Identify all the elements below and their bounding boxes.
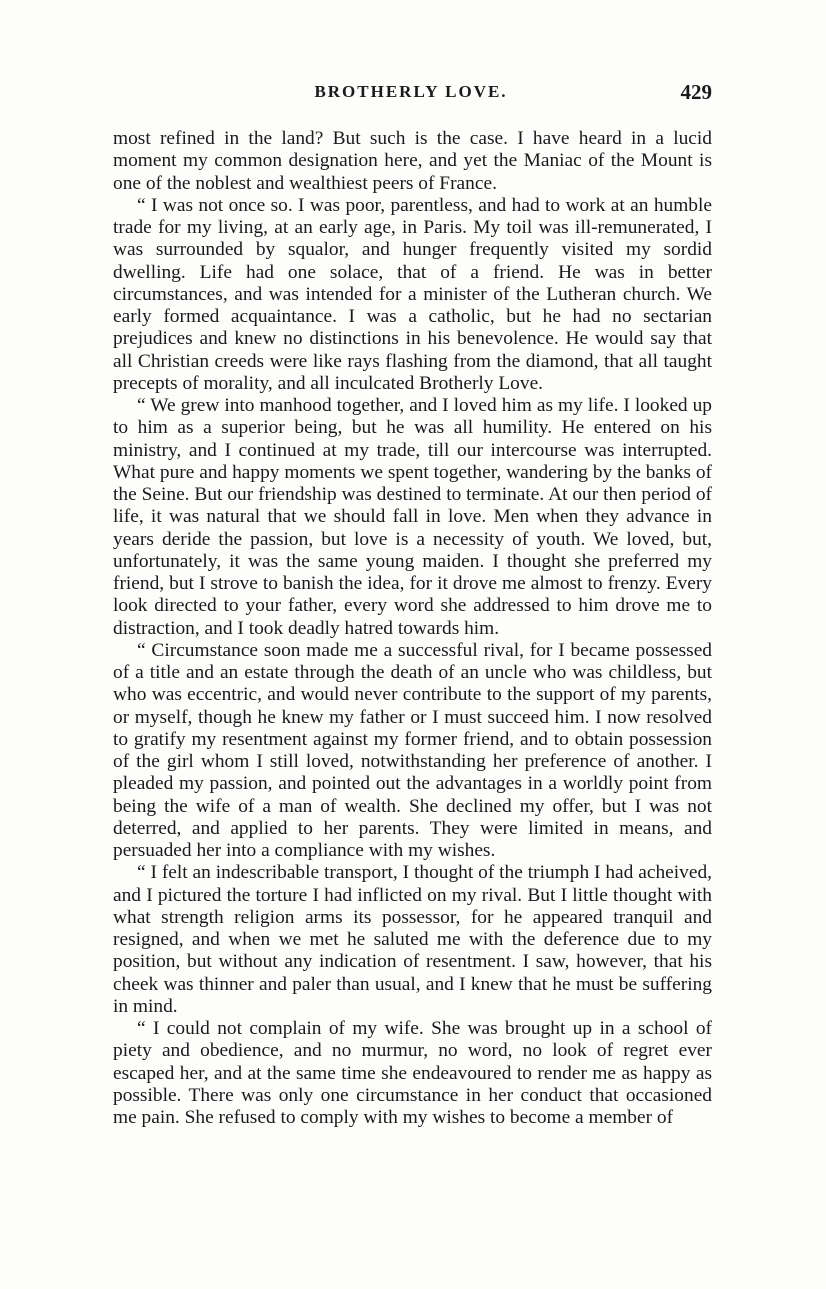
paragraph: “ I was not once so. I was poor, parentless, and had to work at an humble trade for my living, at an early age, in Paris. My toil was ill-remunerated, I was surrounded by squalor, and hunger frequently visited my sordid dwelling. Life had one solace, that of a friend. He was in better circumstances, and was intended for a minister of the Lutheran church. We early formed acquaintance. I was a catholic, but he had no sectarian prejudices and knew no distinctions in his benevolence. He would say that all Christian creeds were like rays flashing from the diamond, that all taught precepts of morality, and all inculcated Brotherly Love. xyxy=(113,194,712,394)
paragraph: “ We grew into manhood together, and I loved him as my life. I looked up to him as a superior being, but he was all humility. He entered on his ministry, and I continued at my trade, till our intercourse was interrupted. What pure and happy moments we spent together, wandering by the banks of the Seine. But our friendship was destined to terminate. At our then period of life, it was natural that we should fall in love. Men when they advance in years deride the passion, but love is a necessity of youth. We loved, but, unfortunately, it was the same young maiden. I thought she preferred my friend, but I strove to banish the idea, for it drove me almost to frenzy. Every look directed to your father, every word she addressed to him drove me to distraction, and I took deadly hatred towards him. xyxy=(113,395,712,639)
paragraph: “ I felt an indescribable transport, I thought of the triumph I had acheived, and I pictured the torture I had inflicted on my rival. But I little thought with what strength religion arms its possessor, for he appeared tranquil and resigned, and when we met he saluted me with the deference due to my position, but without any indication of resentment. I saw, however, that his cheek was thinner and paler than usual, and I knew that he must be suffering in mind. xyxy=(113,862,712,1017)
running-title: BROTHERLY LOVE. xyxy=(314,82,508,101)
paragraph: “ I could not complain of my wife. She was brought up in a school of piety and obedience, and no murmur, no word, no look of regret ever escaped her, and at the same time she endeavoured to render me as happy as possible. There was only one circumstance in her conduct that occasioned me pain. She refused to comply with my wishes to become a member of xyxy=(113,1018,712,1128)
running-head xyxy=(110,82,712,110)
page-number: 429 xyxy=(680,80,712,104)
body-text xyxy=(113,128,712,1129)
paragraph-continuation: most refined in the land? But such is the case. I have heard in a lucid moment my common designation here, and yet the Maniac of the Mount is one of the noblest and wealthiest peers of France. xyxy=(113,128,712,194)
paragraph: “ Circumstance soon made me a successful rival, for I became possessed of a title and an estate through the death of an uncle who was childless, but who was eccentric, and would never contribute to the support of my parents, or myself, though he knew my father or I must succeed him. I now resolved to gratify my resentment against my former friend, and to obtain possession of the girl whom I still loved, notwithstanding her preference of another. I pleaded my passion, and pointed out the advantages in a worldly point from being the wife of a man of wealth. She declined my offer, but I was not deterred, and applied to her parents. They were limited in means, and persuaded her into a compliance with my wishes. xyxy=(113,639,712,861)
